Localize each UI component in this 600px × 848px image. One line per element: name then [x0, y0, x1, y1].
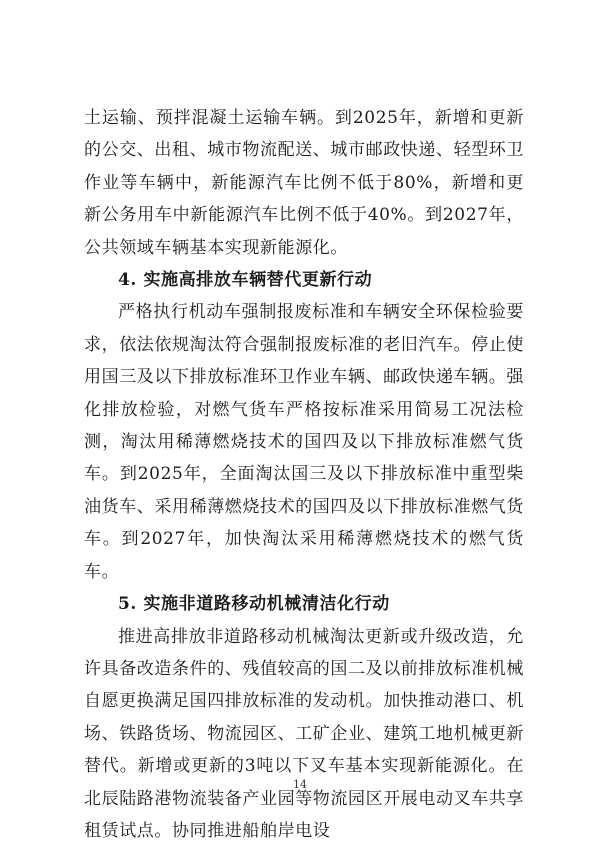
page-number: 14	[293, 778, 307, 791]
continued-paragraph: 土运输、预拌混凝土运输车辆。到2025年，新增和更新的公交、出租、城市物流配送、城市邮政快递、轻型环卫作业等车辆中，新能源汽车比例不低于80%，新增和更新公务用车中新能源汽车比例不低于40%。到2027年，公共领域车辆基本实现新能源化。	[84, 108, 524, 258]
section-heading-5: 5. 实施非道路移动机械清洁化行动	[118, 594, 390, 615]
section-paragraph-5: 推进高排放非道路移动机械淘汰更新或升级改造，允许具备改造条件的、残值较高的国二及以前排放标准机械自愿更换满足国四排放标准的发动机。加快推动港口、机场、铁路货场、物流园区、工矿企业、建筑工地机械更新替代。新增或更新的3吨以下叉车基本实现新能源化。在北辰陆路港物流装备产业园等物流园区开展电动叉车共享租赁试点。协同推进船舶岸电设	[84, 626, 524, 841]
page-content	[84, 102, 524, 847]
section-paragraph-4: 严格执行机动车强制报废标准和车辆安全环保检验要求，依法依规淘汰符合强制报废标准的老旧汽车。停止使用国三及以下排放标准环卫作业车辆、邮政快递车辆。强化排放检验，对燃气货车严格按标准采用简易工况法检测，淘汰用稀薄燃烧技术的国四及以下排放标准燃气货车。到2025年，全面淘汰国三及以下排放标准中重型柴油货车、采用稀薄燃烧技术的国四及以下排放标准燃气货车。到2027年，加快淘汰采用稀薄燃烧技术的燃气货车。	[84, 302, 524, 582]
section-heading-4: 4. 实施高排放车辆替代更新行动	[118, 270, 373, 291]
